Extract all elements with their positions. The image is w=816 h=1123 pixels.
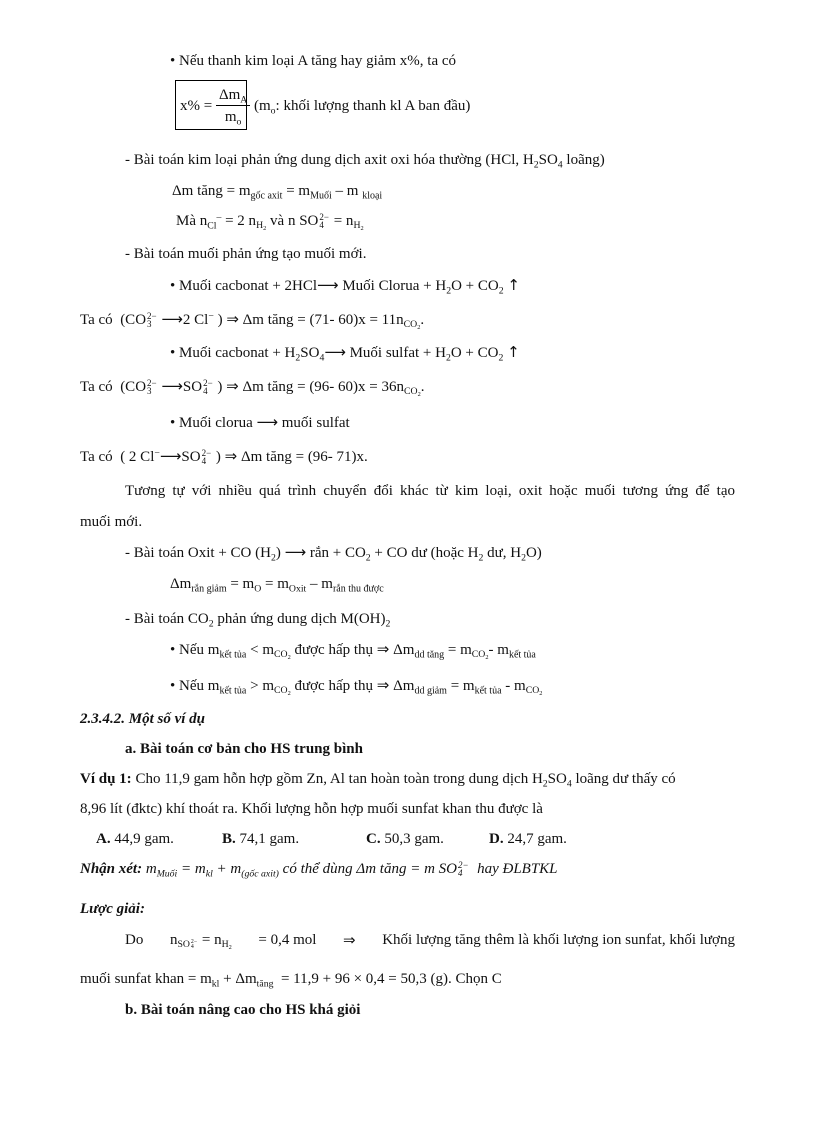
nhan-xet: Nhận xét: $m_{Muối} = m_{kl} + m_{(gốc axit)}$ có thể dùng Δm tăng = m SO 2− 4 hay ĐLBTKL (80, 859, 558, 880)
acid-delta-formula: Δm tăng = $m_{gốc axit} = m_{Muối} - m$ $_{kloại}$ (172, 183, 383, 202)
salt-taco-2: Ta có (CO 2− 3 ⟶SO 2− 4 ) ⇒ Δm tăng = (96- $60)x = 36n_{CO_2}$. (80, 377, 425, 399)
oxide-formula: $\Delta m_{rắn giảm} = m_O = m_{Oxit} - m_{rắn thu được}$ (170, 576, 384, 595)
acid-ma-formula: Mà $n_{Cl}^- = 2$ $n_{H_2}$ và n SO 2− 4 = $n_{H_2}$ (176, 211, 364, 233)
luoc-giai-line-2: muối sunfat khan = $m_{kl} + \Delta m_{tăng} = 11,9 + 96 \times 0,4 = 50,3$ (g). Chọn C (80, 971, 502, 990)
acid-heading: - Bài toán kim loại phản ứng dung dịch axit oxi hóa thường (HCl, $H_2SO_4$ loãng) (125, 152, 605, 171)
intro-bullet-line: • Nếu thanh kim loại A tăng hay giảm x%, ta có (170, 53, 457, 69)
salt-heading: - Bài toán muối phản ứng tạo muối mới. (125, 246, 367, 262)
option-b: B. 74,1 gam. (222, 831, 300, 847)
salt-taco-3: Ta có ( 2 Cl−⟶SO 2− 4 ) ⇒ Δm tăng = (96- 71)x. (80, 447, 368, 466)
section-title: 2.3.4.2. Một số ví dụ (80, 711, 206, 727)
luoc-giai-label: Lược giải: (80, 901, 145, 917)
option-a: A. 44,9 gam. (96, 831, 174, 847)
subsection-b-title: b. Bài toán nâng cao cho HS khá giỏi (125, 1002, 361, 1018)
salt-bullet-2: • Muối cacbonat + $H_2SO_4⟶$ Muối sulfat + $H_2O + CO_2$ ↑ (170, 343, 520, 364)
luoc-giai-line-1: Do $n_{SO 2- 4}$ = $n_{H_2}$ = 0,4 mol ⇒ Khối lượng tăng thêm là khối lượng ion sunfat, khối lượng (125, 931, 735, 952)
example-1-line-1: Ví dụ 1: Cho 11,9 gam hỗn hợp gồm Zn, Al tan hoàn toàn trong dung dịch $H_2SO_4$ loãng dư thấy có (80, 771, 676, 790)
salt-bullet-3: • Muối clorua ⟶ muối sulfat (170, 413, 350, 431)
formula-fraction: $\frac{\Delta m_A}{m_o}$ (216, 86, 250, 126)
co2-bullet-1: • Nếu $m_{kết tủa} < m_{CO_2}$ được hấp thụ ⇒ $\Delta m_{dd tăng} = m_{CO_2}-$ $m_{kết tủa}$ (170, 640, 536, 662)
example-1-line-2: 8,96 lít (đktc) khí thoát ra. Khối lượng hỗn hợp muối sunfat khan thu được là (80, 801, 543, 817)
subsection-a-title: a. Bài toán cơ bản cho HS trung bình (125, 741, 363, 757)
oxide-heading: - Bài toán Oxit + CO $(H_2)$ ⟶ rắn + $CO_2$ + CO dư (hoặc $H_2$ dư, $H_2O$) (125, 543, 542, 564)
option-d: D. 24,7 gam. (489, 831, 567, 847)
salt-paragraph-line-2: muối mới. (80, 514, 143, 530)
co2-heading: - Bài toán $CO_2$ phản ứng dung dịch $M(OH)_2$ (125, 611, 391, 630)
co2-bullet-2: • Nếu $m_{kết tủa} > m_{CO_2}$ được hấp thụ ⇒ $\Delta m_{dd giảm} = m_{kết tủa} - m_{CO_2}$ (170, 676, 543, 698)
option-c: C. 50,3 gam. (366, 831, 444, 847)
salt-bullet-1: • Muối cacbonat + 2HCl⟶ Muối Clorua + $H_2O + CO_2$ ↑ (170, 276, 520, 297)
formula-note: ($m_o$: khối lượng thanh kl A ban đầu) (254, 98, 471, 117)
salt-taco-1: Ta có (CO 2− 3 ⟶2 Cl− ) ⇒ Δm tăng = (71- $60)x = 11n_{CO_2}$. (80, 310, 425, 332)
salt-paragraph-line-1: Tương tự với nhiều quá trình chuyển đổi khác từ kim loại, oxit hoặc muối tương ứng để tạo (125, 483, 735, 499)
formula-x-percent: x% = $\frac{\Delta m_A}{m_o}$ (180, 86, 250, 126)
